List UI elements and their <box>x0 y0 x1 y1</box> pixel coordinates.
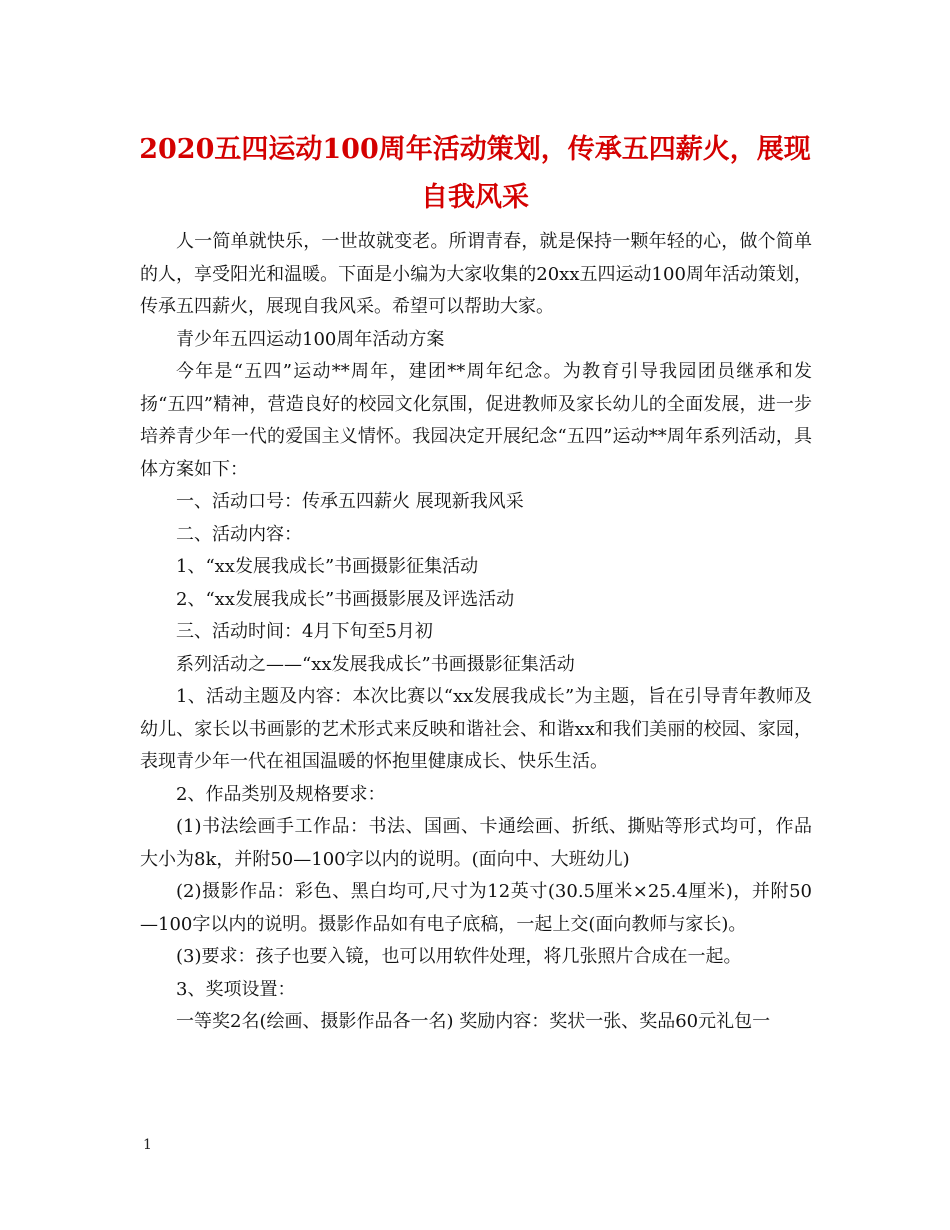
intro-paragraph: 人一简单就快乐，一世故就变老。所谓青春，就是保持一颗年轻的心，做个简单的人，享受阳光和温暖。下面是小编为大家收集的20xx五四运动100周年活动策划，传承五四薪火，展现自我风采。希望可以帮助大家。 <box>140 231 812 317</box>
document-body <box>140 226 812 1039</box>
time-line: 三、活动时间：4月下旬至5月初 <box>176 621 433 642</box>
content-item-2: 2、“xx发展我成长”书画摄影展及评选活动 <box>176 588 515 610</box>
series-heading: 系列活动之——“xx发展我成长”书画摄影征集活动 <box>176 653 575 675</box>
category-item-1: (1)书法绘画手工作品：书法、国画、卡通绘画、折纸、撕贴等形式均可，作品大小为8k，并附50—100字以内的说明。(面向中、大班幼儿) <box>140 816 812 870</box>
theme-paragraph: 1、活动主题及内容：本次比赛以“xx发展我成长”为主题，旨在引导青年教师及幼儿、家长以书画影的艺术形式来反映和谐社会、和谐xx和我们美丽的校园、家园，表现青少年一代在祖国温暖的怀抱里健康成长、快乐生活。 <box>140 686 812 772</box>
document-title: 2020五四运动100周年活动策划，传承五四薪火，展现自我风采 <box>139 134 811 213</box>
awards-heading: 3、奖项设置： <box>176 978 296 1000</box>
category-item-2: (2)摄影作品：彩色、黑白均可,尺寸为12英寸(30.5厘米×25.4厘米)，并附50—100字以内的说明。摄影作品如有电子底稿，一起上交(面向教师与家长)。 <box>140 881 812 935</box>
background-paragraph: 今年是“五四”运动**周年，建团**周年纪念。为教育引导我园团员继承和发扬“五四”精神，营造良好的校园文化氛围，促进教师及家长幼儿的全面发展，进一步培养青少年一代的爱国主义情怀。我园决定开展纪念“五四”运动**周年系列活动，具体方案如下： <box>140 361 812 480</box>
plan-heading: 青少年五四运动100周年活动方案 <box>176 328 445 350</box>
first-prize-line: 一等奖2名(绘画、摄影作品各一名) 奖励内容：奖状一张、奖品60元礼包一 <box>176 1011 771 1032</box>
content-item-1: 1、“xx发展我成长”书画摄影征集活动 <box>176 556 479 577</box>
slogan-line: 一、活动口号：传承五四薪火 展现新我风采 <box>176 491 524 512</box>
category-heading: 2、作品类别及规格要求： <box>176 783 386 805</box>
content-heading: 二、活动内容： <box>176 523 302 545</box>
category-item-3: (3)要求：孩子也要入镜，也可以用软件处理，将几张照片合成在一起。 <box>176 946 742 967</box>
page-number: 1 <box>143 1137 152 1153</box>
